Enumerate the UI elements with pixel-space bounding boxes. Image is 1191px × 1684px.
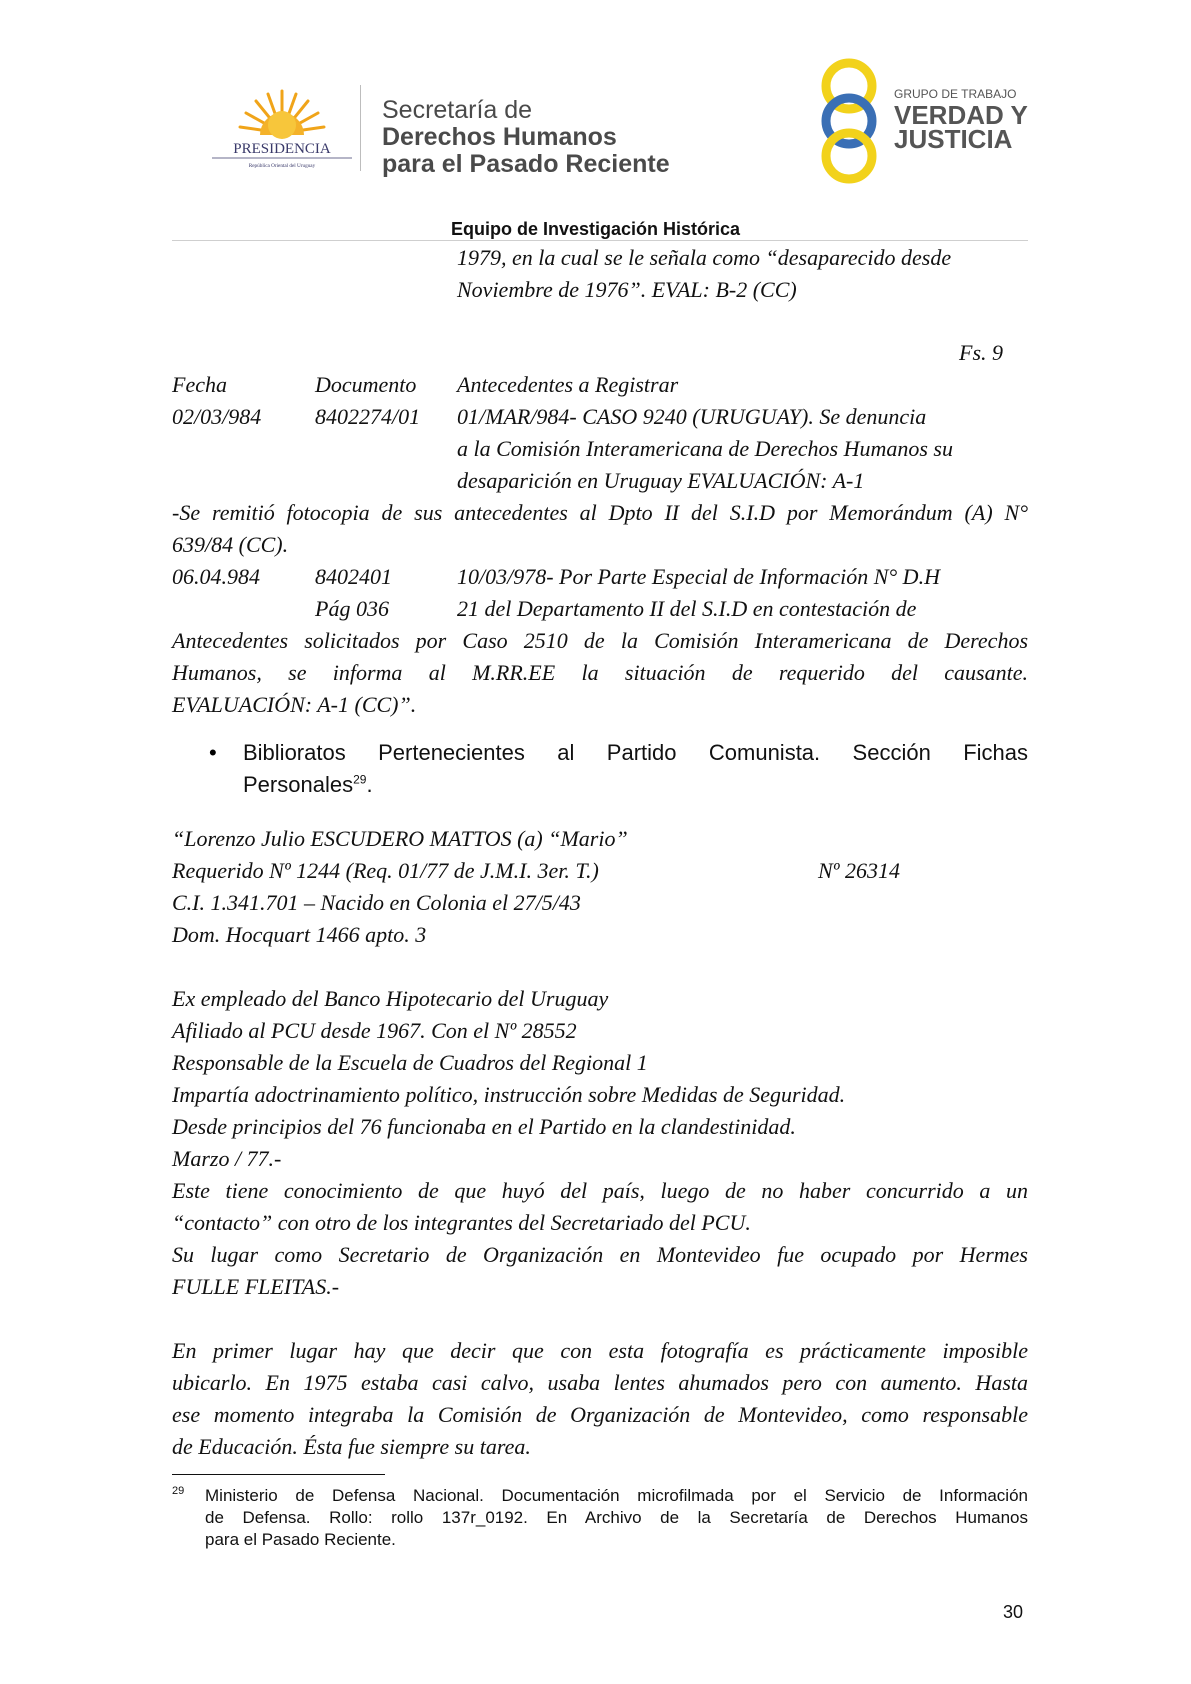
row1-documento: 8402274/01 xyxy=(315,404,421,429)
row2-cont-line-1: Antecedentes solicitados por Caso 2510 de la Comisión Interamericana de Derechos xyxy=(172,628,1028,653)
grupo-logo-line-2: VERDAD Y xyxy=(894,100,1028,130)
linked-rings-icon xyxy=(826,63,872,179)
secretaria-line-3: para el Pasado Reciente xyxy=(382,150,670,178)
table-header-fecha: Fecha xyxy=(172,372,227,397)
footnote-line-3: para el Pasado Reciente. xyxy=(205,1530,396,1549)
bullet-line-2: Personales xyxy=(243,772,354,797)
info-line-6: Marzo / 77.- xyxy=(172,1146,282,1171)
page-number: 30 xyxy=(1003,1602,1024,1622)
secretaria-line-1: Secretaría de xyxy=(382,96,533,124)
grupo-trabajo-logo xyxy=(818,58,1038,184)
footnote-line-2: de Defensa. Rollo: rollo 137r_0192. En Archivo de la Secretaría de Derechos Humanos xyxy=(205,1508,1028,1527)
presidencia-logo-text: PRESIDENCIA xyxy=(233,141,331,157)
info-line-3: Responsable de la Escuela de Cuadros del Regional 1 xyxy=(172,1050,648,1075)
footnote-number: 29 xyxy=(172,1485,185,1497)
ficha-dom: Dom. Hocquart 1466 apto. 3 xyxy=(172,922,427,947)
remitio-line-1: -Se remitió fotocopia de sus antecedentes al Dpto II del S.I.D por Memorándum (A) N° xyxy=(172,500,1028,525)
row1-line-2: a la Comisión Interamericana de Derechos Humanos su xyxy=(457,436,953,461)
ficha-requerido: Requerido Nº 1244 (Req. 01/77 de J.M.I. 3er. T.) xyxy=(172,858,599,883)
este-line-1: Este tiene conocimiento de que huyó del país, luego de no haber concurrido a un xyxy=(172,1178,1028,1203)
ficha-numero: Nº 26314 xyxy=(818,858,900,883)
su-lugar-line-1: Su lugar como Secretario de Organización en Montevideo fue ocupado por Hermes xyxy=(172,1242,1028,1267)
presidencia-logo xyxy=(208,85,356,175)
row2-cont-line-3: EVALUACIÓN: A-1 (CC)”. xyxy=(172,692,417,717)
continuation-line-2: Noviembre de 1976”. EVAL: B-2 (CC) xyxy=(457,277,797,302)
grupo-logo-line-1: GRUPO DE TRABAJO xyxy=(894,87,1017,101)
primer-line-3: ese momento integraba la Comisión de Organización de Montevideo, como responsable xyxy=(172,1402,1028,1427)
ficha-name: “Lorenzo Julio ESCUDERO MATTOS (a) “Mario” xyxy=(172,826,628,851)
row2-documento: 8402401 xyxy=(315,564,392,589)
bullet-icon: • xyxy=(209,740,217,765)
footnote-rule xyxy=(172,1474,385,1475)
primer-line-1: En primer lugar hay que decir que con esta fotografía es prácticamente imposible xyxy=(172,1338,1028,1363)
info-line-1: Ex empleado del Banco Hipotecario del Uruguay xyxy=(172,986,609,1011)
continuation-line-1: 1979, en la cual se le señala como “desaparecido desde xyxy=(457,245,952,270)
info-line-5: Desde principios del 76 funcionaba en el Partido en la clandestinidad. xyxy=(172,1114,796,1139)
header-divider xyxy=(360,85,361,171)
primer-line-2: ubicarlo. En 1975 estaba casi calvo, usaba lentes ahumados pero con aumento. Hasta xyxy=(172,1370,1028,1395)
bullet-line-1: Biblioratos Pertenecientes al Partido Comunista. Sección Fichas xyxy=(243,740,1028,765)
row2-line-1: 10/03/978- Por Parte Especial de Información N° D.H xyxy=(457,564,940,589)
table-header-antecedentes: Antecedentes a Registrar xyxy=(457,372,679,397)
folio: Fs. 9 xyxy=(959,340,1003,365)
grupo-logo-line-3: JUSTICIA xyxy=(894,124,1013,154)
remitio-line-2: 639/84 (CC). xyxy=(172,532,289,557)
header-title: Equipo de Investigación Histórica xyxy=(450,219,741,239)
este-line-2: “contacto” con otro de los integrantes del Secretariado del PCU. xyxy=(172,1210,751,1235)
info-line-4: Impartía adoctrinamiento político, instrucción sobre Medidas de Seguridad. xyxy=(172,1082,846,1107)
sun-icon xyxy=(240,91,324,139)
row1-fecha: 02/03/984 xyxy=(172,404,262,429)
row2-cont-line-2: Humanos, se informa al M.RR.EE la situación de requerido del causante. xyxy=(172,660,1028,685)
presidencia-logo-subtext: República Oriental del Uruguay xyxy=(248,163,316,169)
row1-line-3: desaparición en Uruguay EVALUACIÓN: A-1 xyxy=(457,468,865,493)
row2-fecha: 06.04.984 xyxy=(172,564,260,589)
primer-line-4: de Educación. Ésta fue siempre su tarea. xyxy=(172,1434,531,1459)
row1-line-1: 01/MAR/984- CASO 9240 (URUGUAY). Se denuncia xyxy=(457,404,927,429)
su-lugar-line-2: FULLE FLEITAS.- xyxy=(172,1274,340,1299)
row2-line-2: 21 del Departamento II del S.I.D en contestación de xyxy=(457,596,917,621)
footnote-line-1: Ministerio de Defensa Nacional. Documentación microfilmada por el Servicio de Información xyxy=(205,1486,1028,1505)
table-header-documento: Documento xyxy=(315,372,417,397)
footnote-ref[interactable]: 29 xyxy=(353,772,367,787)
bullet-line-2-wrap: Personales$^{29}$. xyxy=(243,772,373,797)
secretaria-line-2: Derechos Humanos xyxy=(382,123,617,151)
info-line-2: Afiliado al PCU desde 1967. Con el Nº 28552 xyxy=(172,1018,577,1043)
header-rule xyxy=(172,240,1028,241)
row2-documento-pag: Pág 036 xyxy=(315,596,389,621)
ficha-ci: C.I. 1.341.701 – Nacido en Colonia el 27/5/43 xyxy=(172,890,581,915)
